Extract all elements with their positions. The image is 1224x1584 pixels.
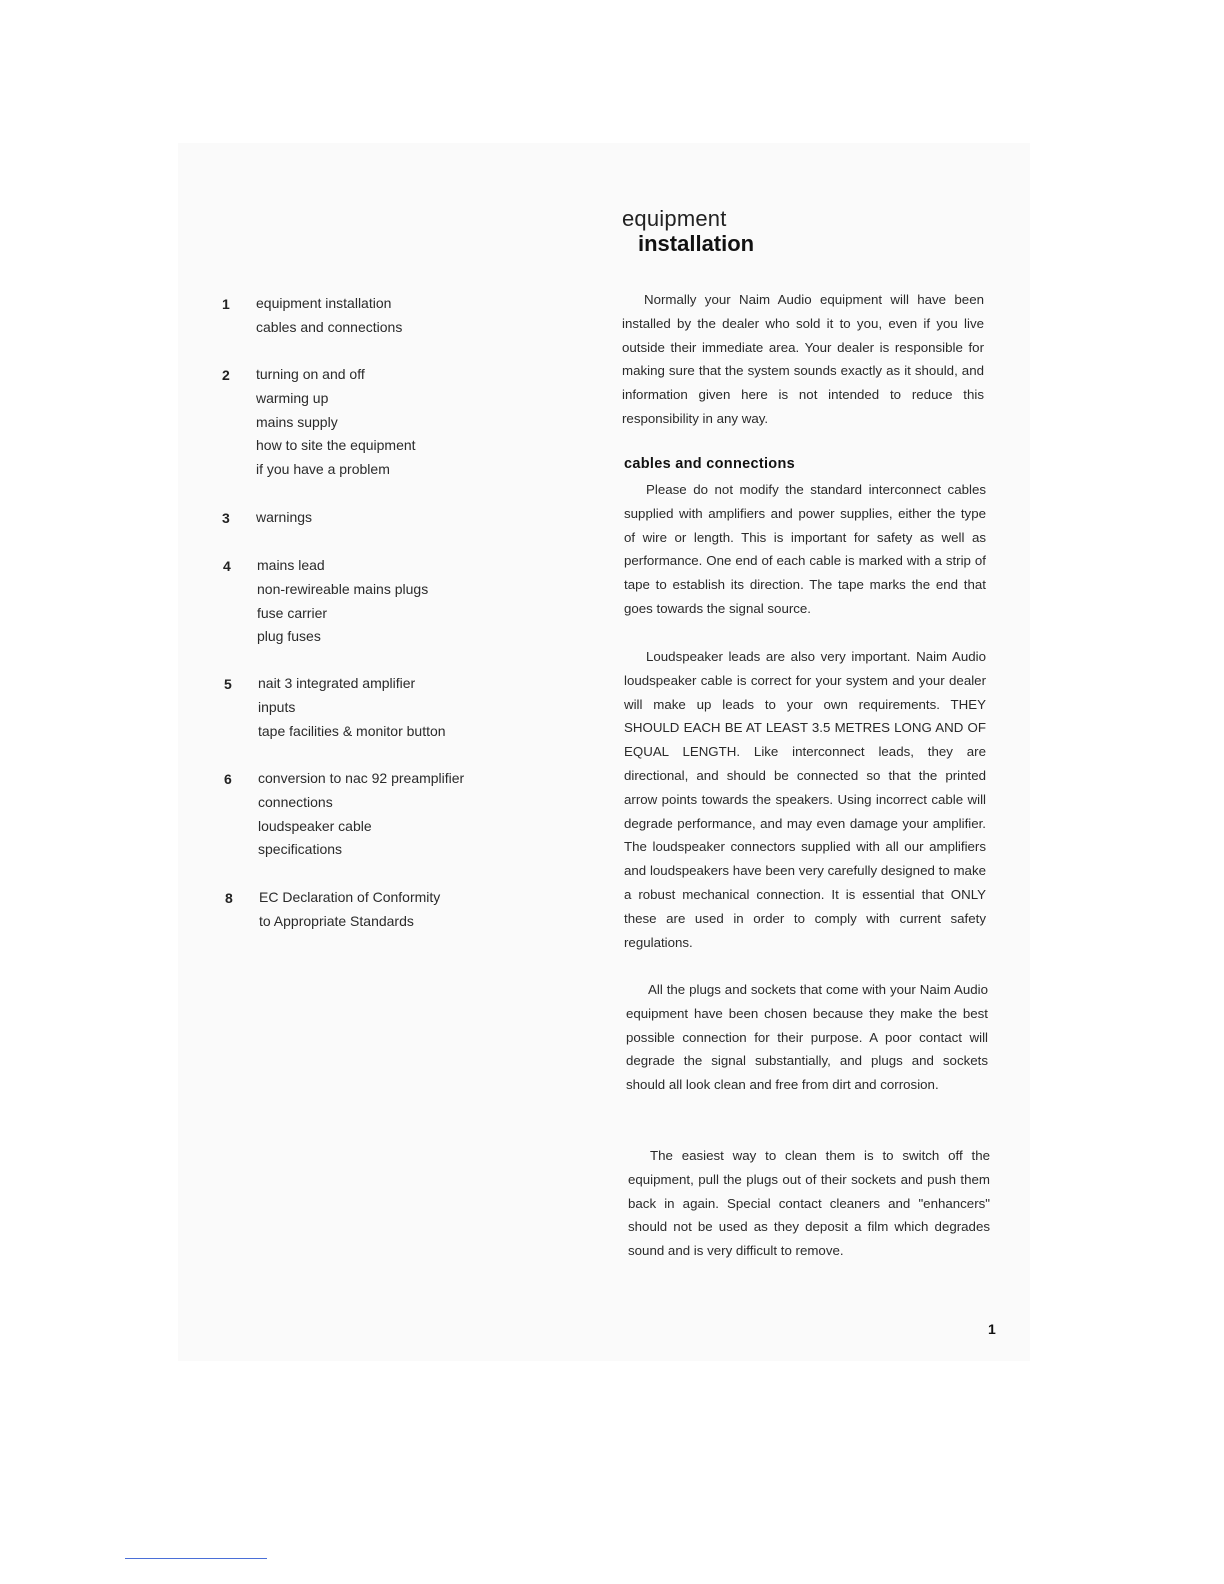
toc-item: equipment installation: [256, 295, 392, 311]
toc-item: mains supply: [256, 413, 338, 430]
toc-item: nait 3 integrated amplifier: [258, 675, 416, 691]
toc-item: how to site the equipment: [256, 437, 416, 454]
toc-item: loudspeaker cable: [258, 817, 372, 834]
title-line-equipment: equipment: [622, 206, 727, 231]
toc-item: plug fuses: [257, 628, 321, 645]
body-paragraph: The easiest way to clean them is to switch off the equipment, pull the plugs out of their sockets and push them back in again. Special contact cleaners and "enhancers" should not be used as they deposit a film which degrades sound and is very difficult to remove.: [628, 1148, 990, 1259]
toc-item: inputs: [258, 698, 296, 715]
intro-paragraph: Normally your Naim Audio equipment will have been installed by the dealer who sold it to you, even if you live outside their immediate area. Your dealer is responsible for making sure that the system sounds exactly as it should, and information given here is not intended to reduce this responsibility in any way.: [622, 292, 984, 426]
section-heading: cables and connections: [624, 456, 795, 472]
toc-item: warming up: [256, 389, 329, 406]
toc-item: turning on and off: [256, 366, 365, 382]
page-title: [622, 206, 754, 256]
toc-item: if you have a problem: [256, 461, 390, 478]
toc-item: mains lead: [257, 557, 325, 573]
toc-item: connections: [258, 793, 333, 810]
toc-number: 8: [225, 890, 233, 906]
section-paragraph-block: [626, 978, 988, 1097]
toc-number: 2: [222, 367, 230, 383]
title-line-installation: installation: [638, 231, 755, 256]
toc-item: conversion to nac 92 preamplifier: [258, 770, 465, 786]
toc-item: non-rewireable mains plugs: [257, 580, 429, 597]
section-paragraph-block: [628, 1144, 990, 1263]
toc-item: warnings: [256, 509, 313, 525]
section-paragraph-block: [624, 478, 986, 621]
body-paragraph: All the plugs and sockets that come with your Naim Audio equipment have been chosen because they make the best possible connection for their purpose. A poor contact will degrade the signal substantially, and plugs and sockets should all look clean and free from dirt and corrosion.: [626, 982, 988, 1093]
footnote-rule: [125, 1558, 267, 1559]
toc-number: 6: [224, 771, 232, 787]
toc-number: 5: [224, 676, 232, 692]
toc-number: 3: [222, 510, 230, 526]
toc-number: 1: [222, 296, 230, 312]
toc-item: to Appropriate Standards: [259, 912, 414, 929]
toc-item: cables and connections: [256, 318, 403, 335]
section-paragraph-block: [624, 645, 986, 954]
toc-item: specifications: [258, 841, 343, 858]
body-paragraph: Please do not modify the standard interconnect cables supplied with amplifiers and power supplies, either the type of wire or length. This is important for safety as well as performance. One end of each cable is marked with a strip of tape to establish its direction. The tape marks the end that goes towards the signal source.: [624, 482, 986, 616]
toc-item: tape facilities & monitor button: [258, 722, 446, 739]
toc-item: fuse carrier: [257, 604, 328, 621]
toc-number: 4: [223, 558, 231, 574]
page-number: 1: [988, 1321, 996, 1337]
intro-block: [622, 288, 984, 431]
body-paragraph: Loudspeaker leads are also very important. Naim Audio loudspeaker cable is correct for your system and your dealer will make up leads to your own requirements. THEY SHOULD EACH BE AT LEAST 3.5 METRES LONG AND OF EQUAL LENGTH. Like interconnect leads, they are directional, and should be connected so that the printed arrow points towards the speakers. Using incorrect cable will degrade performance, and may even damage your amplifier. The loudspeaker connectors supplied with all our amplifiers and loudspeakers have been very carefully designed to make a robust mechanical connection. It is essential that ONLY these are used in order to comply with current safety regulations.: [624, 649, 986, 950]
toc-item: EC Declaration of Conformity: [259, 889, 441, 905]
